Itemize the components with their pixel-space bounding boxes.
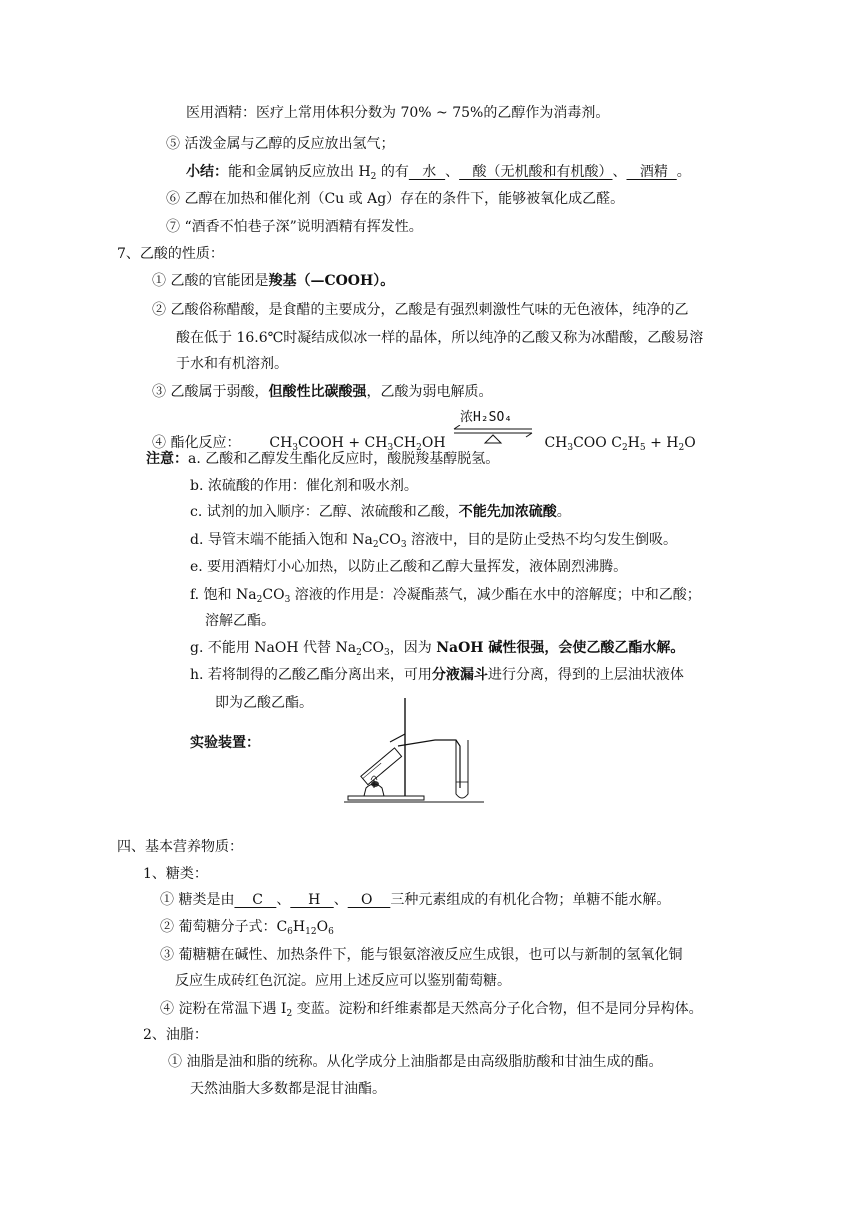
sugar-line-3b: 反应生成砖红色沉淀。应用上述反应可以鉴别葡萄糖。: [175, 973, 511, 989]
catalyst-label: 浓H₂SO₄: [459, 410, 513, 425]
summary-label: 小结：: [186, 164, 228, 180]
sugar-heading: 1、糖类：: [143, 866, 208, 882]
note-f: f. 饱和 $Na_2CO_3$ 溶液的作用是：冷凝酯蒸气，减少酯在水中的溶解度；中和乙酸；: [190, 587, 701, 605]
fat-line-2: 天然油脂大多数都是混甘油酯。: [190, 1081, 386, 1097]
sugar-line-3: ③ 葡糖糖在碱性、加热条件下，能与银氨溶液反应生成银，也可以与新制的氢氧化铜: [160, 947, 683, 963]
blank-water: 水: [408, 164, 446, 180]
reversible-arrow-icon: [452, 425, 538, 447]
esterification-apparatus-figure: [340, 696, 490, 806]
nutrients-heading: 四、基本营养物质：: [117, 839, 243, 855]
blank-c: C: [234, 892, 277, 908]
acetic-acid-heading: 7、乙酸的性质：: [117, 246, 224, 262]
note-e: e. 要用酒精灯小心加热，以防止乙酸和乙醇大量挥发，液体剧烈沸腾。: [190, 559, 628, 575]
acetic-property-2-line1: ② 乙酸俗称醋酸，是食醋的主要成分，乙酸是有强烈刺激性气味的无色液体，纯净的乙: [152, 302, 689, 318]
sugar-line-2: ② 葡萄糖分子式：$C_6H_{12}O_6$: [160, 919, 334, 937]
note-g: g. 不能用 NaOH 代替 $Na_2CO_3$，因为 NaOH 碱性很强，会使乙酸乙酯水解。: [190, 640, 685, 658]
fat-heading: 2、油脂：: [143, 1027, 208, 1043]
blank-o: O: [347, 892, 391, 908]
note-a: 注意：a. 乙酸和乙醇发生酯化反应时，酸脱羧基醇脱氢。: [146, 451, 500, 467]
esterification-label: ④ 酯化反应：: [152, 435, 241, 451]
note-h-line2: 即为乙酸乙酯。: [215, 695, 313, 711]
products: $CH_3COO$ $C_2H_5 + H_2O$: [544, 435, 696, 453]
reactants: $CH_3COOH + CH_3CH_2OH$: [269, 435, 446, 453]
acetic-property-2-line2: 酸在低于 16.6℃时凝结成似冰一样的晶体，所以纯净的乙酸又称为冰醋酸，乙酸易溶: [176, 330, 704, 346]
apparatus-label: 实验装置：: [190, 735, 260, 751]
acetic-property-2-line3: 于水和有机溶剂。: [176, 356, 288, 372]
sugar-line-1: ① 糖类是由 C 、 H 、 O 三种元素组成的有机化合物；单糖不能水解。: [160, 892, 671, 908]
ethanol-property-7: ⑦ “酒香不怕巷子深”说明酒精有挥发性。: [166, 219, 423, 235]
sugar-line-4: ④ 淀粉在常温下遇 $I_2$ 变蓝。淀粉和纤维素都是天然高分子化合物，但不是同分异构体。: [160, 1001, 703, 1019]
reaction-condition: [452, 410, 538, 451]
blank-acid: 酸（无机酸和有机酸）: [459, 164, 613, 180]
note-d: d. 导管末端不能插入饱和 $Na_2CO_3$ 溶液中，目的是防止受热不均匀发生倒吸。: [190, 532, 678, 550]
note-h: h. 若将制得的乙酸乙酯分离出来，可用分液漏斗进行分离，得到的上层油状液体: [190, 667, 684, 683]
note-c: c. 试剂的加入顺序：乙醇、浓硫酸和乙酸，不能先加浓硫酸。: [190, 504, 571, 520]
fat-line-1: ① 油脂是油和脂的统称。从化学成分上油脂都是由高级脂肪酸和甘油生成的酯。: [168, 1054, 663, 1070]
medical-alcohol-line: 医用酒精：医疗上常用体积分数为 70% ~ 75%的乙醇作为消毒剂。: [186, 105, 610, 121]
summary-line: 小结：能和金属钠反应放出 $H_2$ 的有 水 、 酸（无机酸和有机酸）、 酒精 。: [186, 164, 691, 182]
esterification-line: [152, 410, 696, 453]
blank-h: H: [290, 892, 334, 908]
blank-alcohol: 酒精: [626, 164, 677, 180]
notes-label: 注意：: [146, 451, 188, 467]
acetic-property-1: ① 乙酸的官能团是羧基（—COOH）。: [152, 273, 395, 289]
ethanol-property-5: ⑤ 活泼金属与乙醇的反应放出氢气；: [166, 136, 395, 152]
note-b: b. 浓硫酸的作用：催化剂和吸水剂。: [190, 478, 418, 494]
note-f-line2: 溶解乙酯。: [205, 613, 275, 629]
acetic-property-3: ③ 乙酸属于弱酸，但酸性比碳酸强，乙酸为弱电解质。: [152, 384, 493, 400]
ethanol-property-6: ⑥ 乙醇在加热和催化剂（Cu 或 Ag）存在的条件下，能够被氧化成乙醛。: [166, 191, 625, 207]
